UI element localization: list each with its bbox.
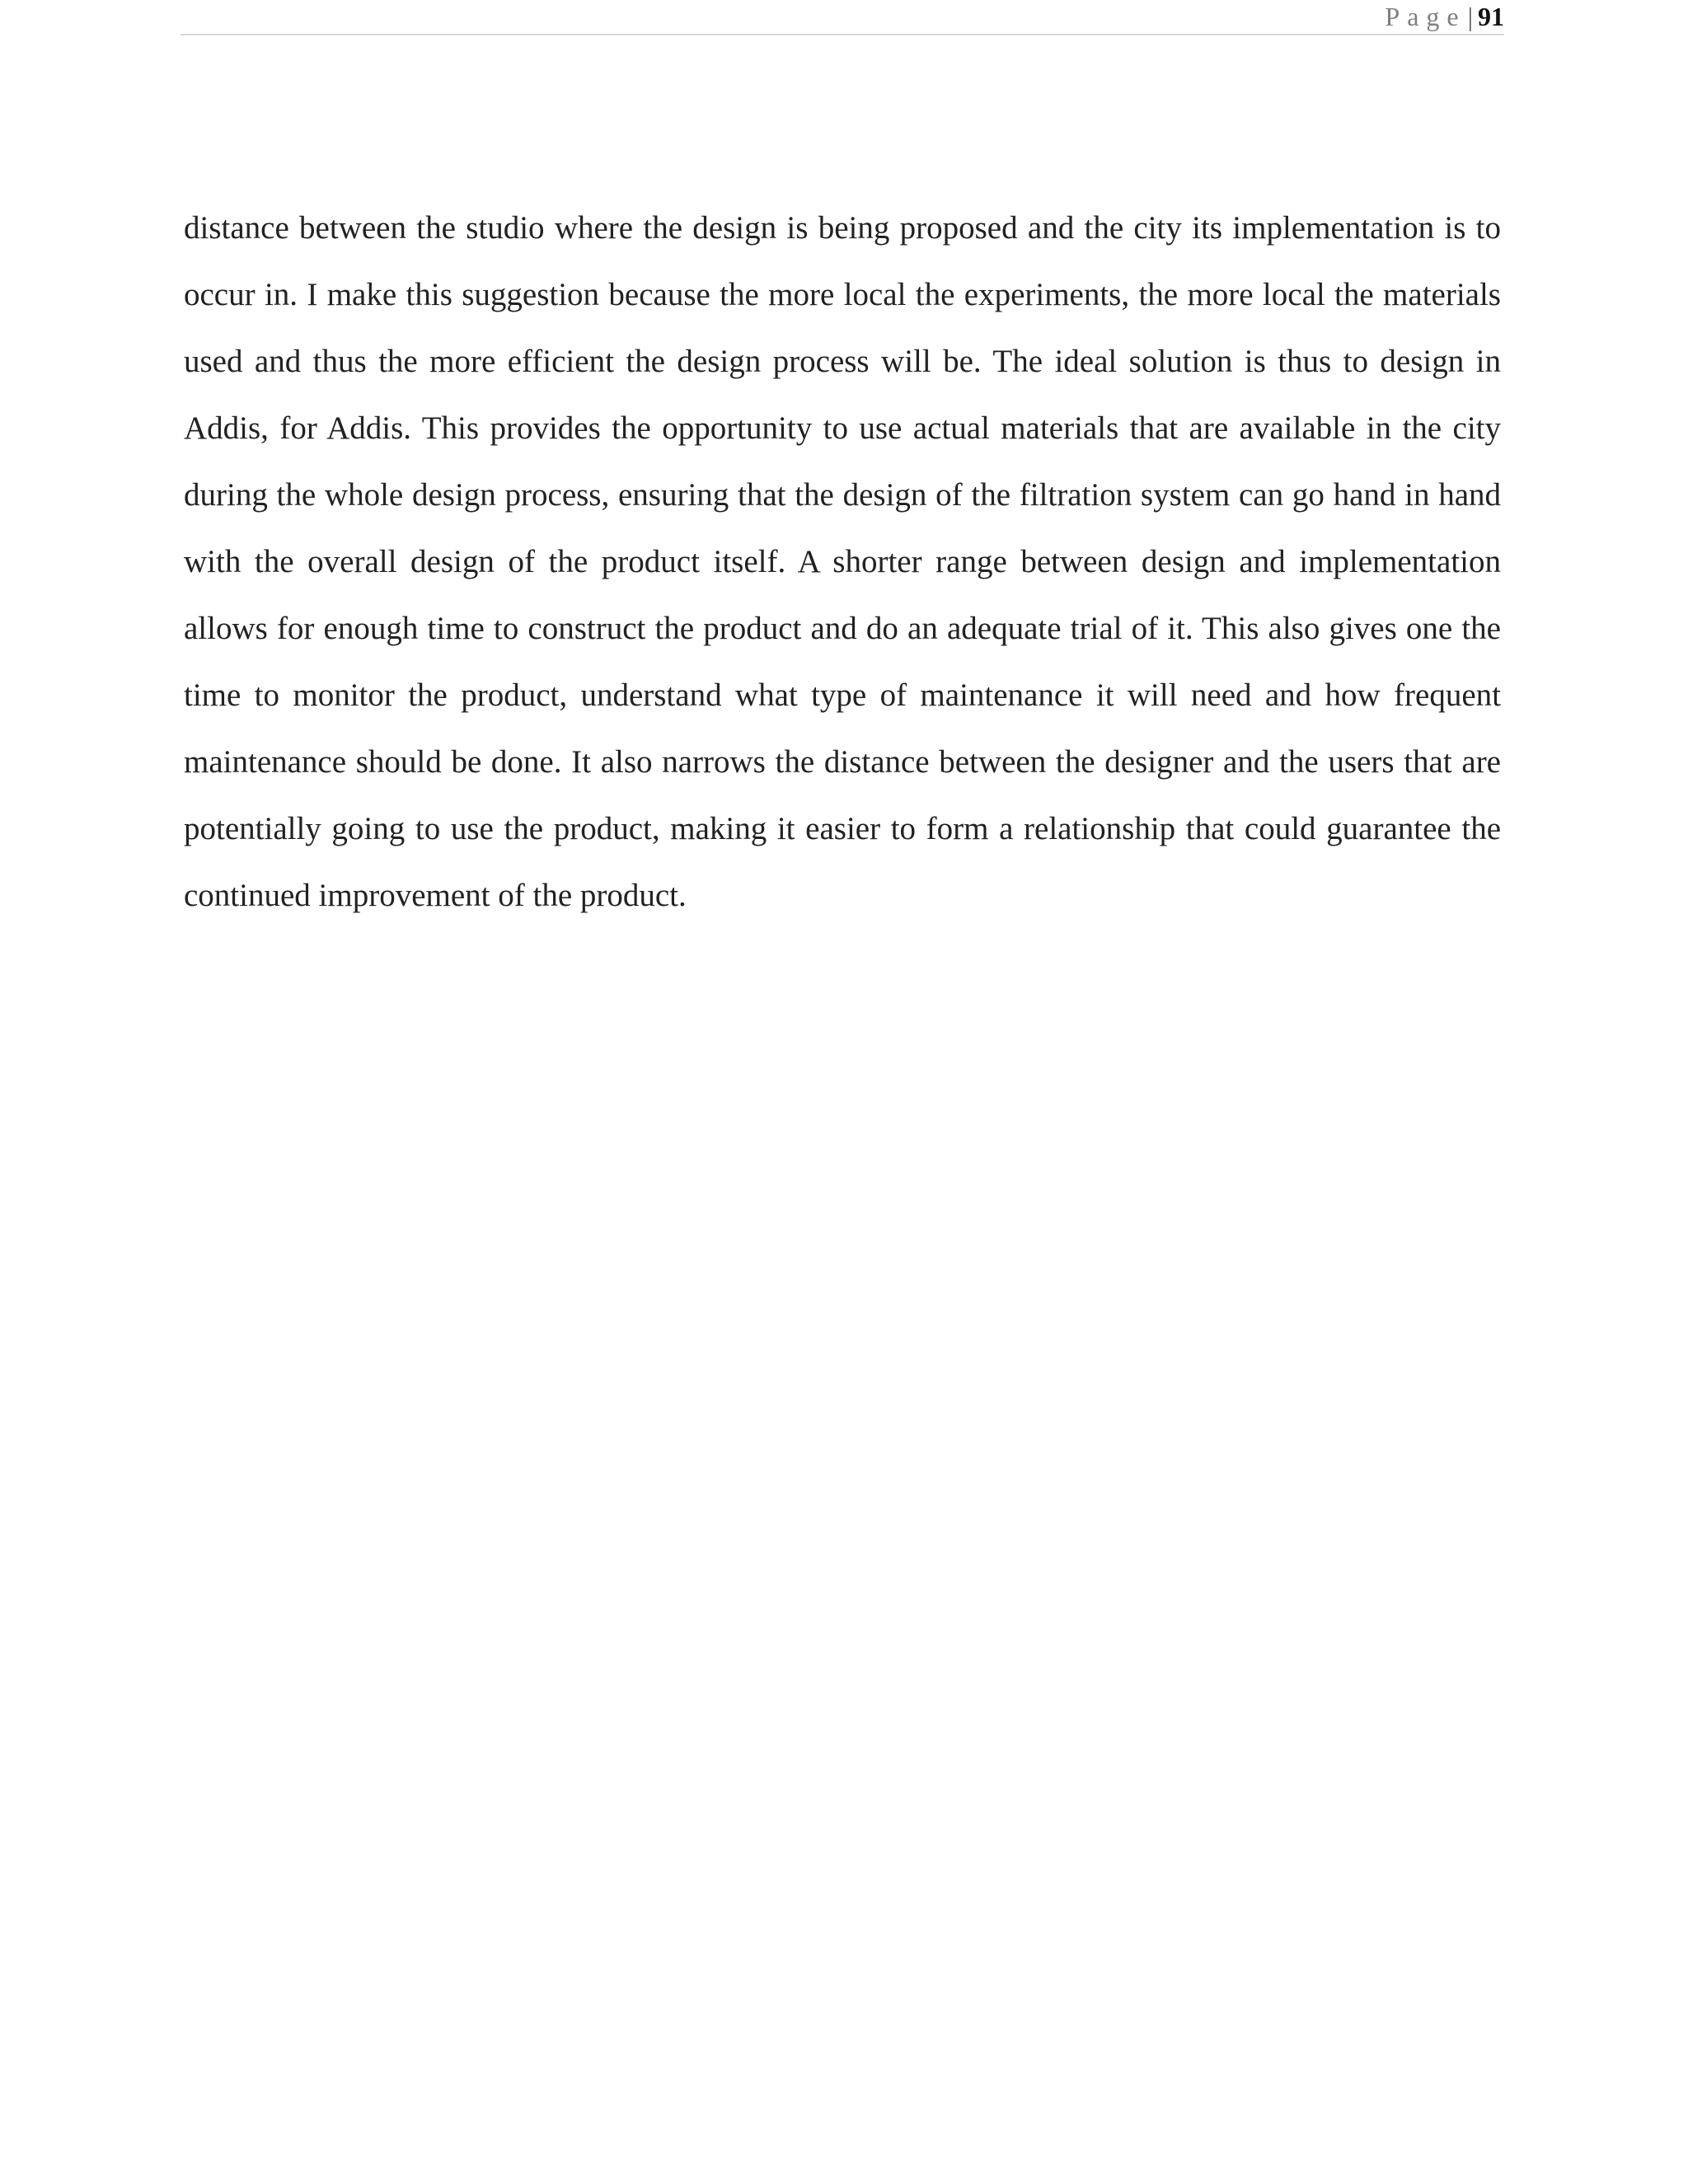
page-number-label: [1385, 2, 1504, 31]
page-separator: |: [1467, 2, 1473, 31]
page-word: Page: [1385, 2, 1466, 31]
body-paragraph: distance between the studio where the design is being proposed and the city its implementation is to occur in. I make this suggestion because the more local the experiments, the more local the materials used and thus the more efficient the design process will be. The ideal solution is thus to design in Addis, for Addis. This provides the opportunity to use actual materials that are available in the city during the whole design process, ensuring that the design of the filtration system can go hand in hand with the overall design of the product itself. A shorter range between design and implementation allows for enough time to construct the product and do an adequate trial of it. This also gives one the time to monitor the product, understand what type of maintenance it will need and how frequent maintenance should be done. It also narrows the distance between the designer and the users that are potentially going to use the product, making it easier to form a relationship that could guarantee the continued improvement of the product.: [184, 210, 1501, 913]
page-header: [181, 0, 1504, 35]
page-number: 91: [1478, 2, 1504, 31]
